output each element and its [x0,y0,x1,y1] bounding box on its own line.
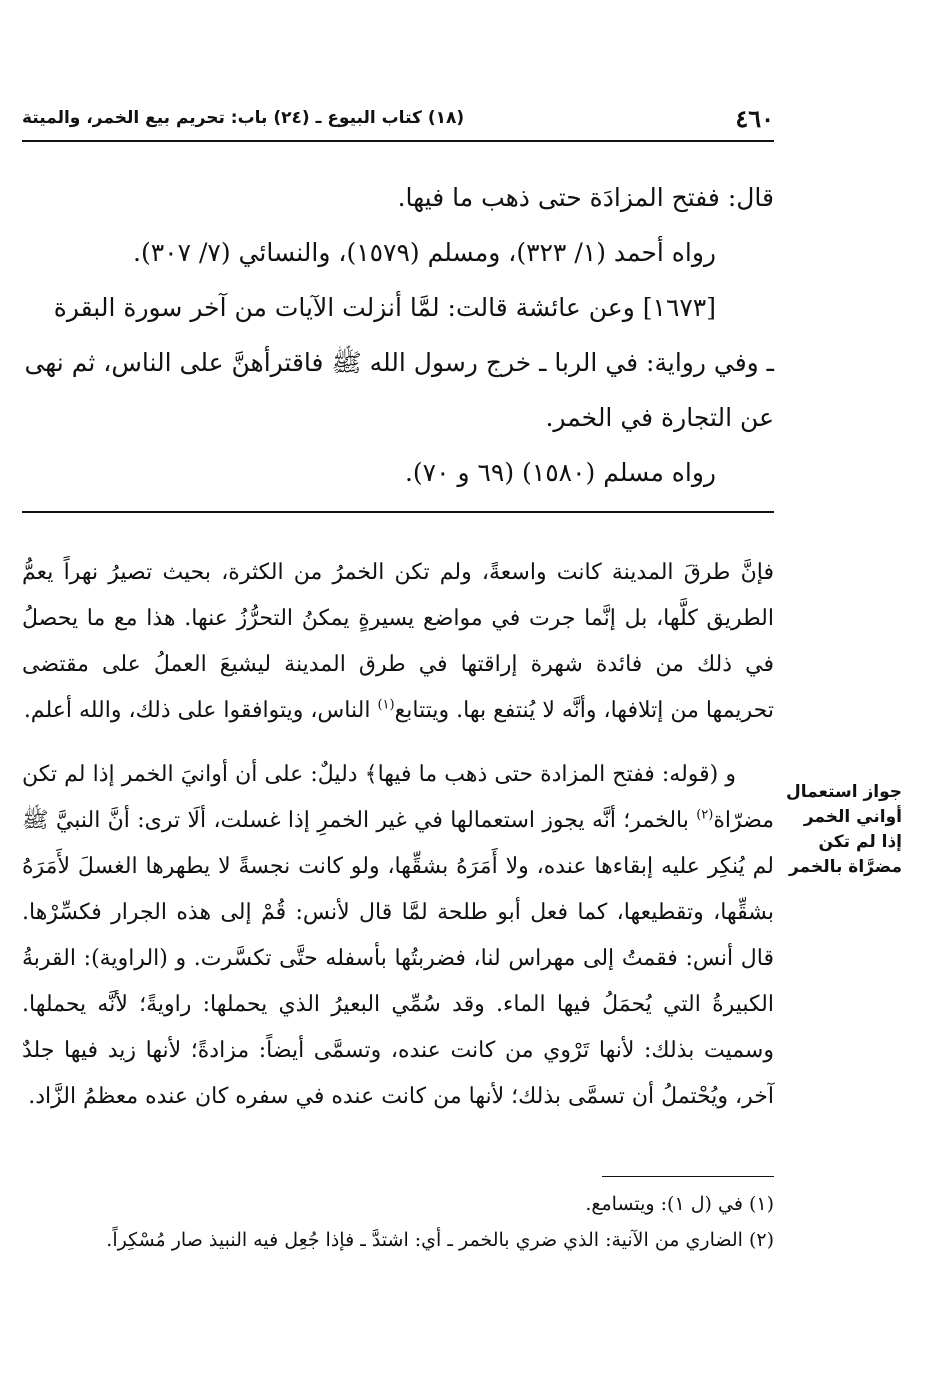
commentary-text [22,550,774,1120]
footnote: (١) في (ل ١): ويتسامع. [585,1193,774,1215]
hadith-line: عن التجارة في الخمر. [545,403,774,432]
footnote-marker: (٢) [696,807,714,823]
hadith-source: رواه أحمد (١/ ٣٢٣)، ومسلم (١٥٧٩)، والنسائي (٧/ ٣٠٧). [133,238,716,267]
page-number: ٤٦٠ [735,104,774,133]
commentary-text-part: فإنَّ طرقَ المدينة كانت واسعةً، ولم تكن الخمرُ من الكثرة، بحيث تصيرُ نهراً يعمُّ الطريق كلَّها، بل إنَّما جرت في مواضع يسيرةٍ يمكنُ التحرُّزُ عنها. هذا مع ما يحصلُ في ذلك من فائدة شهرة إراقتها في طرق المدينة ليشيعَ العملُ على مقتضى تحريمها من إتلافها، وأنَّه لا يُنتفع بها. ويتتابع [22,560,774,723]
hadith-text [22,170,774,500]
commentary-text-part: بالخمر؛ أنَّه يجوز استعمالها في غير الخمرِ إذا غسلت، ألَا ترى: أنَّ النبيَّ ﷺ لم يُنكِر عليه إبقاءها عنده، ولا أَمَرَهُ بشقِّها، ولو كانت نجسةً لا يطهرها الغسلَ لأَمَرَهُ بشقِّها، وتقطيعها، كما فعل أبو طلحة لمَّا قال لأنس: قُمْ إلى هذه الجرار فكسِّرْها. قال أنس: فقمتُ إلى مهراس لنا، فضربتُها بأسفله حتَّى تكسَّرت. و (الراوية): القربةُ الكبيرةُ التي يُحمَلُ فيها الماء. وقد سُمِّي البعيرُ الذي يحملها: راويةً؛ لأنَّه يحملها. وسميت بذلك: لأنها تَرْوي من كانت عنده، وتسمَّى أيضاً: مزادةً؛ لأنها زيد فيها جلدٌ آخر، ويُحْتملُ أن تسمَّى بذلك؛ لأنها من كانت عنده في سفره كان عنده معظمُ الزَّاد. [22,808,774,1109]
hadith-line: ـ وفي رواية: في الربا ـ خرج رسول الله ﷺ فاقترأهنَّ على الناس، ثم نهى [24,348,774,377]
footnotes [22,1186,774,1258]
commentary-text-part: الناس، ويتوافقوا على ذلك، والله أعلم. [23,698,378,723]
hadith-source: رواه مسلم (١٥٨٠) (٦٩ و ٧٠). [404,458,716,487]
section-divider [22,511,774,513]
footnote: (٢) الضاري من الآنية: الذي ضري بالخمر ـ أي: اشتدَّ ـ فإذا جُعِل فيه النبيذ صار مُسْكِراً. [106,1229,774,1251]
hadith-line: قال: ففتح المزادَة حتى ذهب ما فيها. [397,183,774,212]
commentary-paragraph [22,752,774,1120]
commentary-paragraph [22,550,774,734]
page-header [22,104,774,142]
running-title: (١٨) كتاب البيوع ـ (٢٤) باب: تحريم بيع الخمر، والميتة [22,108,465,128]
hadith-line: [١٦٧٣] وعن عائشة قالت: لمَّا أنزلت الآيات من آخر سورة البقرة [53,293,716,322]
commentary-text-part: و (قوله: ففتح المزادة حتى ذهب ما فيها﴾ دليلٌ: على أن أوانيَ الخمر إذا لم تكن مضرّاة [22,762,774,833]
footnote-marker: (١) [377,697,395,713]
margin-note: جواز استعمال أواني الخمر إذا لم تكن مضرَّاة بالخمر [785,782,902,877]
footnote-rule [602,1176,774,1177]
